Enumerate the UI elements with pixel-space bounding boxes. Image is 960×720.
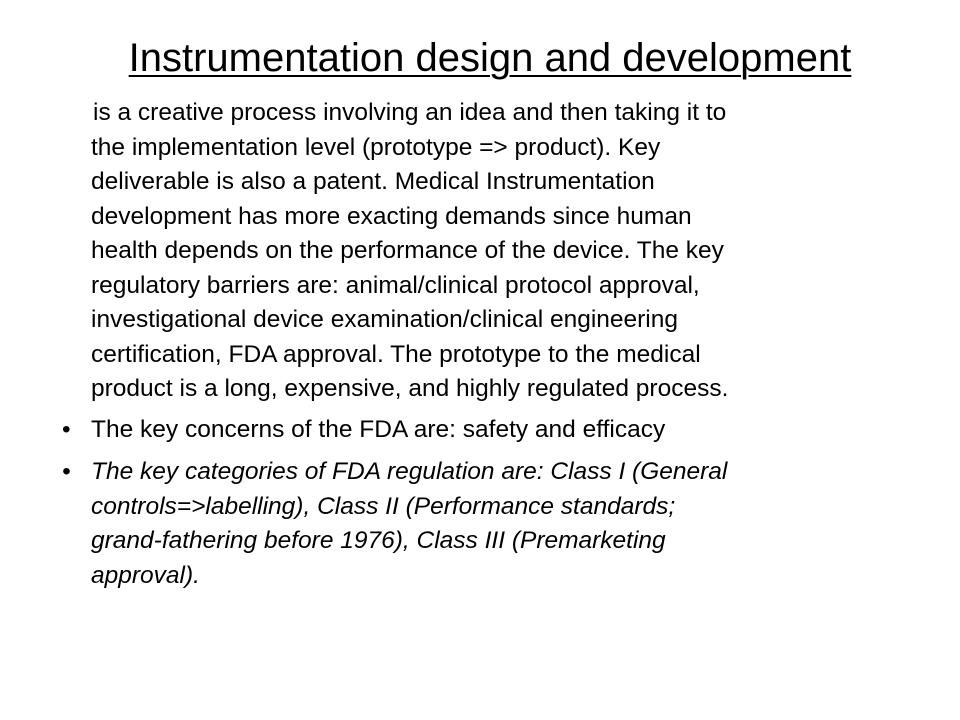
intro-line: certification, FDA approval. The prototype to the medical bbox=[91, 340, 701, 368]
bullet-line: The key categories of FDA regulation are: Class I (General bbox=[91, 458, 728, 485]
bullet-line: controls=>labelling), Class II (Performance standards; bbox=[91, 492, 676, 520]
intro-line: investigational device examination/clinical engineering bbox=[91, 306, 678, 333]
bullet-line: grand-fathering before 1976), Class III (Premarketing bbox=[91, 527, 666, 554]
bullet-text bbox=[91, 413, 941, 448]
intro-line: deliverable is also a patent. Medical Instrumentation bbox=[91, 168, 655, 195]
intro-line: is a creative process involving an idea and then taking it to bbox=[93, 99, 727, 126]
intro-line: development has more exacting demands since human bbox=[91, 202, 692, 230]
bullet-text bbox=[91, 455, 941, 593]
bullet-line: approval). bbox=[91, 561, 200, 589]
bullet-line: The key concerns of the FDA are: safety and efficacy bbox=[91, 416, 666, 443]
intro-line: regulatory barriers are: animal/clinical protocol approval, bbox=[91, 271, 700, 299]
intro-line: the implementation level (prototype => product). Key bbox=[91, 133, 661, 161]
bullet-dot-icon: • bbox=[62, 416, 71, 443]
bullet-dot-icon: • bbox=[62, 458, 71, 485]
intro-line: health depends on the performance of the device. The key bbox=[91, 237, 724, 264]
slide-title: Instrumentation design and development bbox=[128, 36, 852, 80]
intro-line: product is a long, expensive, and highly regulated process. bbox=[91, 375, 729, 402]
